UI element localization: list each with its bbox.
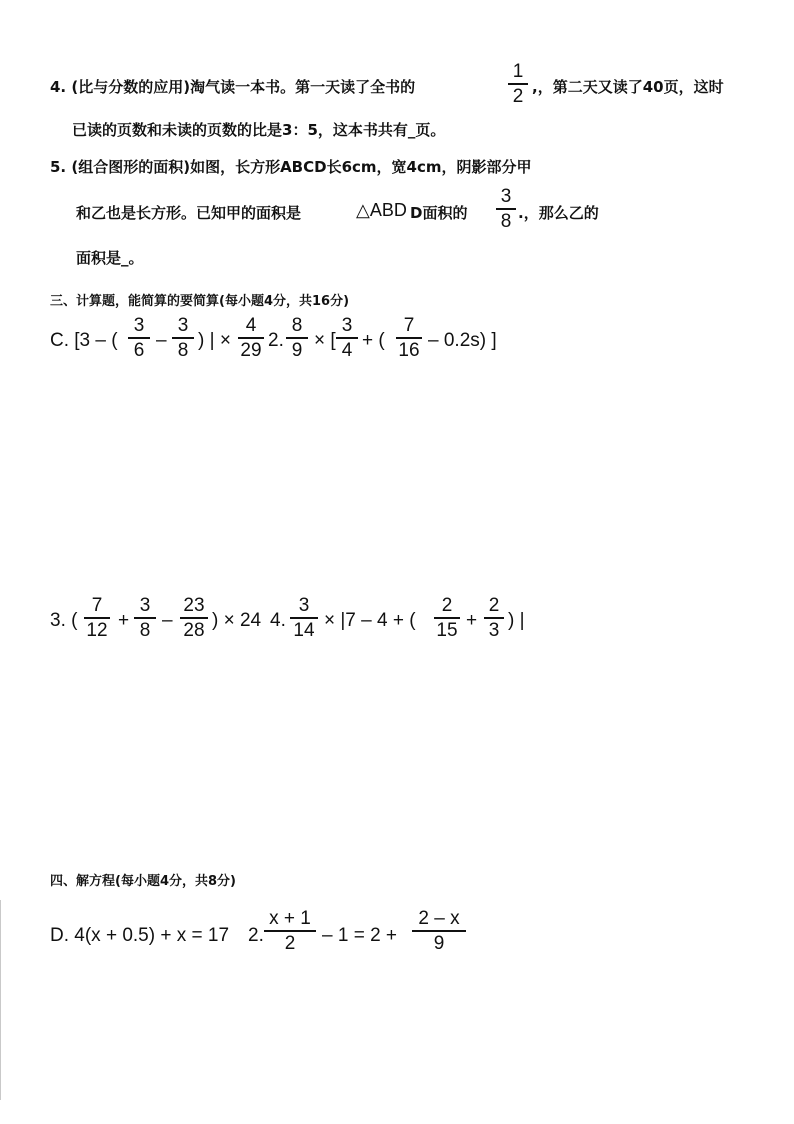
numerator: 3 <box>298 595 310 616</box>
expr4-text-4: ) | <box>508 610 525 631</box>
fraction-bar <box>264 930 316 932</box>
numerator: 1 <box>512 61 524 82</box>
numerator: x + 1 <box>269 908 311 929</box>
fraction-bar <box>84 617 110 619</box>
eq2-text-1: 2. <box>248 925 264 946</box>
expr3-fraction-2 <box>134 596 156 640</box>
eq2-fraction-1 <box>264 909 316 953</box>
denominator: 3 <box>488 620 500 641</box>
fraction-bar <box>238 337 264 339</box>
expr4-text-3: + <box>466 610 478 631</box>
denominator: 29 <box>240 340 262 361</box>
fraction-bar <box>180 617 208 619</box>
expr3-text-1: 3. ( <box>50 610 78 631</box>
numerator: 2 – x <box>418 908 460 929</box>
expr3-text-4: ) × 24 <box>212 610 262 631</box>
expr2-text-4: – 0.2s) ] <box>428 330 497 351</box>
numerator: 3 <box>139 595 151 616</box>
expr1-fraction-2 <box>172 316 194 360</box>
numerator: 8 <box>291 315 303 336</box>
fraction-bar <box>396 337 422 339</box>
numerator: 23 <box>183 595 205 616</box>
fraction-bar <box>412 930 466 932</box>
expr2-text-1: 2. <box>268 330 284 351</box>
denominator: 6 <box>133 340 145 361</box>
fraction-bar <box>172 337 194 339</box>
denominator: 4 <box>341 340 353 361</box>
q5-text-line3: 面积是_。 <box>76 249 144 267</box>
expr4-text-2: × |7 – 4 + ( <box>324 610 416 631</box>
fraction-bar <box>434 617 460 619</box>
expr1-text-1: C. [3 – ( <box>50 330 118 351</box>
denominator: 14 <box>293 620 315 641</box>
denominator: 16 <box>398 340 420 361</box>
q5-text-line1: 5. (组合图形的面积)如图，长方形ABCD长6cm，宽4cm，阴影部分甲 <box>50 158 532 176</box>
expr2-text-3: + ( <box>362 330 385 351</box>
q5-triangle-label: △ABD <box>356 200 407 220</box>
numerator: 3 <box>177 315 189 336</box>
numerator: 2 <box>441 595 453 616</box>
denominator: 8 <box>139 620 151 641</box>
numerator: 7 <box>91 595 103 616</box>
expr3-text-3: – <box>162 610 173 631</box>
fraction-bar <box>134 617 156 619</box>
expr4-text-1: 4. <box>270 610 286 631</box>
q4-fraction <box>508 62 528 106</box>
fraction-bar <box>290 617 318 619</box>
eq2-fraction-2 <box>412 909 466 953</box>
q5-text-c: .，那么乙的 <box>518 204 599 222</box>
section3-title: 三、计算题，能简算的要简算(每小题4分，共16分) <box>50 294 350 309</box>
expr1-fraction-1 <box>128 316 150 360</box>
numerator: 3 <box>341 315 353 336</box>
q5-text-a: 和乙也是长方形。已知甲的面积是 <box>76 204 302 222</box>
eq1-text: D. 4(x + 0.5) + x = 17 <box>50 925 230 946</box>
expr3-fraction-3 <box>180 596 208 640</box>
denominator: 12 <box>86 620 108 641</box>
denominator: 2 <box>512 86 524 107</box>
expr1-text-3: ) | × <box>198 330 231 351</box>
numerator: 7 <box>403 315 415 336</box>
expr4-fraction-3 <box>484 596 504 640</box>
expr4-fraction-1 <box>290 596 318 640</box>
numerator: 4 <box>245 315 257 336</box>
expr1-text-2: – <box>156 330 167 351</box>
expr2-fraction-1 <box>286 316 308 360</box>
fraction-bar <box>128 337 150 339</box>
numerator: 2 <box>488 595 500 616</box>
q5-fraction <box>496 187 516 231</box>
fraction-bar <box>286 337 308 339</box>
denominator: 9 <box>291 340 303 361</box>
eq2-text-2: – 1 = 2 + <box>322 925 398 946</box>
expr3-text-2: + <box>118 610 130 631</box>
expr4-fraction-2 <box>434 596 460 640</box>
fraction-bar <box>508 83 528 85</box>
denominator: 8 <box>177 340 189 361</box>
expr2-text-2: × [ <box>314 330 336 351</box>
expr2-fraction-2 <box>336 316 358 360</box>
q4-text-a: 4. (比与分数的应用)淘气读一本书。第一天读了全书的 <box>50 78 416 96</box>
scan-edge-line <box>0 900 1 1100</box>
denominator: 28 <box>183 620 205 641</box>
fraction-bar <box>484 617 504 619</box>
expr1-fraction-3 <box>238 316 264 360</box>
expr3-fraction-1 <box>84 596 110 640</box>
q5-text-b: D面积的 <box>410 204 468 222</box>
numerator: 3 <box>500 186 512 207</box>
fraction-bar <box>336 337 358 339</box>
numerator: 3 <box>133 315 145 336</box>
fraction-bar <box>496 208 516 210</box>
q4-text-line2: 已读的页数和未读的页数的比是3：5，这本书共有_页。 <box>72 121 446 139</box>
denominator: 2 <box>284 933 296 954</box>
section4-title: 四、解方程(每小题4分，共8分) <box>50 874 236 889</box>
expr2-fraction-3 <box>396 316 422 360</box>
denominator: 9 <box>433 933 445 954</box>
denominator: 15 <box>436 620 458 641</box>
denominator: 8 <box>500 211 512 232</box>
q4-text-b: ,，第二天又读了40页，这时 <box>532 78 724 96</box>
